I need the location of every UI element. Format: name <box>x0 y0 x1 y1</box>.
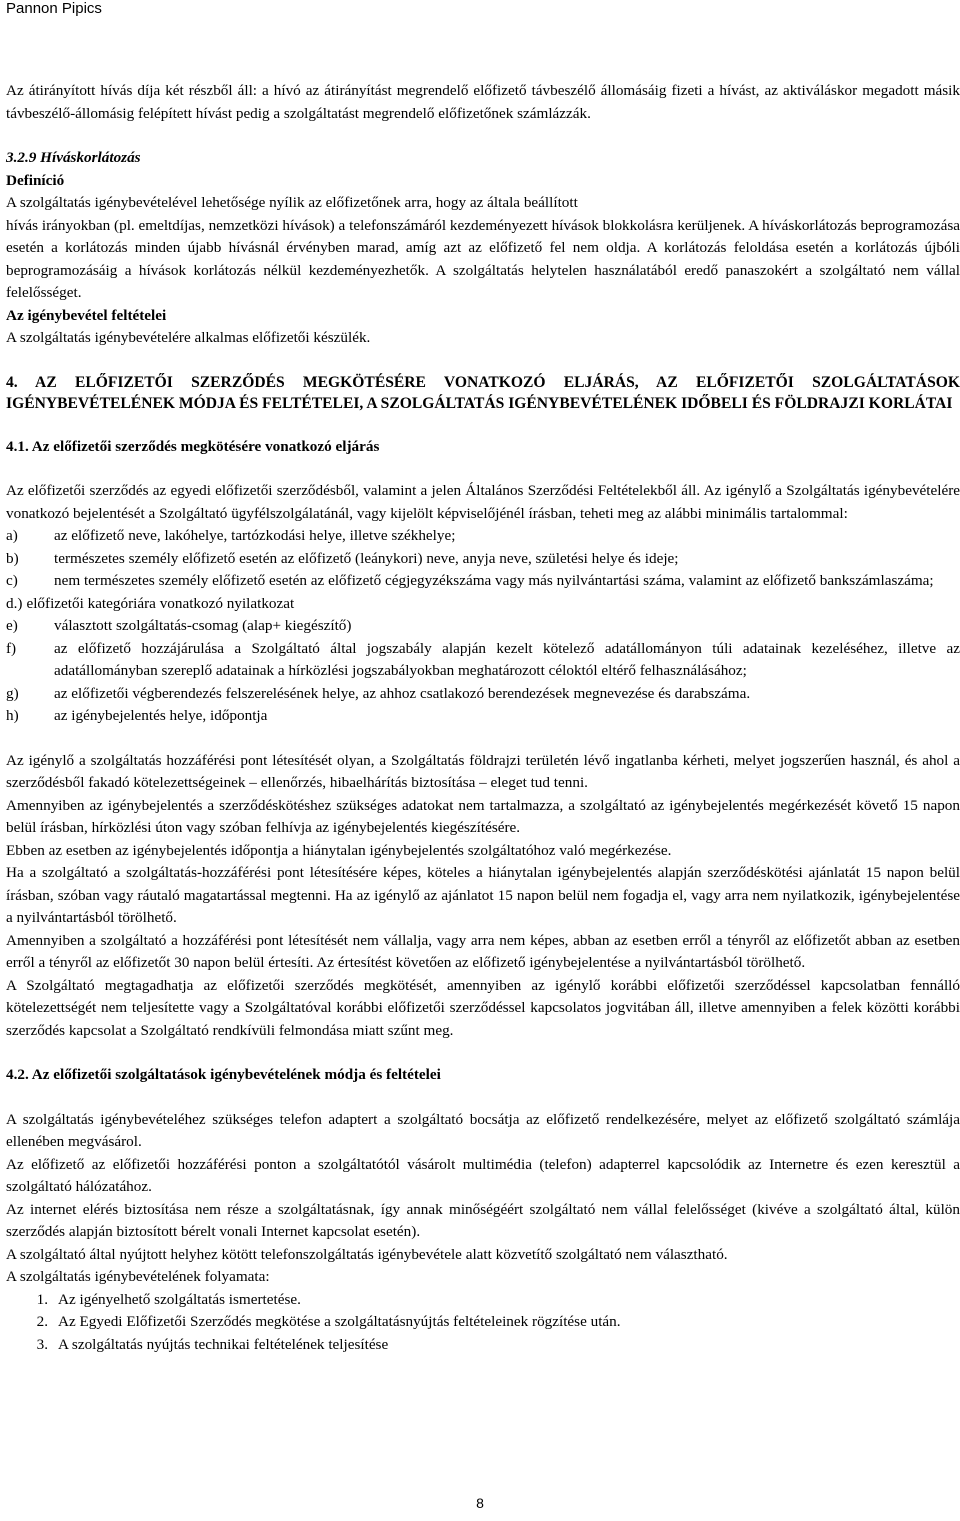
list-item <box>6 525 960 548</box>
list-item-text: Az Egyedi Előfizetői Szerződés megkötése a szolgáltatásnyújtás feltételeinek rögzítése után. <box>58 1313 621 1330</box>
paragraph: A szolgáltatás igénybevételéhez szükséges telefon adaptert a szolgáltató bocsátja az előfizető rendelkezésére, melyet az előfizető szolgáltató számlája ellenében megvásárol. <box>6 1110 960 1150</box>
paragraph: Ebben az esetben az igénybejelentés időpontja a hiánytalan igénybejelentés szolgáltatóhoz való megérkezése. <box>6 841 672 859</box>
chapter-4-heading: 4. AZ ELŐFIZETŐI SZERZŐDÉS MEGKÖTÉSÉRE VONATKOZÓ ELJÁRÁS, AZ ELŐFIZETŐI SZOLGÁLTATÁSOK IGÉNYBEVÉTELÉNEK MÓDJA ÉS FELTÉTELEI, A SZOLGÁLTATÁS IGÉNYBEVÉTELÉNEK IDŐBELI ÉS FÖLDRAJZI KORLÁTAI <box>6 373 960 412</box>
list-item-text: az igénybejelentés helye, időpontja <box>54 707 268 724</box>
definition-line: A szolgáltatás igénybevételével lehetősége nyílik az előfizetőnek arra, hogy az általa beállított <box>6 194 578 211</box>
list-item-text: választott szolgáltatás-csomag (alap+ kiegészítő) <box>54 617 352 634</box>
list-item-label: f) <box>6 639 17 657</box>
list-item-text: A szolgáltatás nyújtás technikai feltételének teljesítése <box>58 1335 389 1353</box>
paragraph: A Szolgáltató megtagadhatja az előfizetői szerződés megkötését, amennyiben az igénylő korábbi előfizetői szerződéssel kapcsolatban fennálló kötelezettségét nem teljesítette vagy a Szolgáltatóval korábbi előfizetői szerződéssel kapcsolatos jogvitában áll, illetve amennyiben a felek közötti korábbi szerződés kapcsolat a Szolgáltató rendkívüli felmondása miatt szűnt meg. <box>6 976 960 1039</box>
section-heading: 4.1. Az előfizetői szerződés megkötésére vonatkozó eljárás <box>6 437 380 455</box>
list-item-text: az előfizető neve, lakóhelye, tartózkodási helye, illetve székhelye; <box>54 527 456 544</box>
list-item-text: nem természetes személy előfizető esetén az előfizető cégjegyzékszáma vagy más nyilvántartási száma, valamint az előfizető bankszámlaszáma; <box>54 572 934 589</box>
list-item-label: h) <box>6 707 19 724</box>
list-item <box>6 1311 960 1334</box>
list-item <box>6 683 960 706</box>
paragraph: Az előfizetői szerződés az egyedi előfizetői szerződésből, valamint a jelen Általános Szerződési Feltételekből áll. Az igénylő a Szolgáltatás igénybevételére vonatkozó bejelentését a Szolgáltató ügyfélszolgálatánál, vagy kijelölt képviselőjénél írásban, teheti meg az alábbi minimális tartalommal: <box>6 482 960 522</box>
list-item-number: 2. <box>36 1313 48 1330</box>
section-heading: 3.2.9 Híváskorlátozás <box>6 149 141 166</box>
list-item-text: az előfizetői végberendezés felszerelésének helye, az ahhoz csatlakozó berendezések megnevezése és darabszáma. <box>54 684 751 702</box>
conditions-text: A szolgáltatás igénybevételére alkalmas előfizetői készülék. <box>6 329 371 346</box>
definition-label: Definíció <box>6 171 65 189</box>
list-item-text: Az igényelhető szolgáltatás ismertetése. <box>58 1290 301 1308</box>
page-header-title: Pannon Pipics <box>6 0 102 17</box>
list-item-number: 3. <box>36 1335 48 1353</box>
intro-paragraph: Az átirányított hívás díja két részből áll: a hívó az átirányítást megrendelő előfizető távbeszélő állomásáig fizeti a hívást, az aktiváláskor megadott másik távbeszélő-állomásig felépített hívást pedig a szolgáltatást megrendelő előfizetőnek számlázzák. <box>6 82 960 122</box>
paragraph: Amennyiben a szolgáltató a hozzáférési pont létesítését nem vállalja, vagy arra nem képes, abban az esetben erről a tényről az előfizetőt abban az esetben erről a tényről az előfizetőt 30 napon belül értesíti. Az értesítést követően az előfizető igénybejelentése a nyilvántartásból törölhető. <box>6 931 960 971</box>
paragraph: A szolgáltatás igénybevételének folyamata: <box>6 1268 270 1285</box>
list-item-text: az előfizető hozzájárulása a Szolgáltató által jogszabály alapján kezelt kötelező adatállományon túli adatainak kezeléséhez, illetve az adatállományban szereplő adatainak a hírközlési jogszabályokban meghatározott céloktól eltérő felhasználásához; <box>54 639 960 679</box>
process-steps-list <box>6 1289 960 1357</box>
paragraph: Az igénylő a szolgáltatás hozzáférési pont létesítését olyan, a Szolgáltatás földrajzi területén lévő ingatlanba kérheti, melyet jogszerűen használ, és ahol a szerződésből fakadó kötelezettségeinek – ellenőrzés, hibaelhárítás biztosítása – eleget tud tenni. <box>6 751 960 791</box>
list-item-number: 1. <box>36 1290 48 1308</box>
definition-text: hívás irányokban (pl. emeltdíjas, nemzetközi hívások) a telefonszámáról kezdeményezett hívások blokkolásra kerüljenek. A híváskorlátozás beprogramozása esetén a korlátozás minden újabb hívásnál érvényben marad, amíg azt az előfizető fel nem oldja. A korlátozás feloldása esetén a korlátozás újbóli beprogramozásáig a hívások korlátozás nélkül kezdeményezhetők. A szolgáltatás helytelen használatából eredő panaszokért a szolgáltató nem vállal felelősséget. <box>6 216 960 301</box>
section-heading: 4.2. Az előfizetői szolgáltatások igénybevételének módja és feltételei <box>6 1066 441 1083</box>
paragraph: A szolgáltató által nyújtott helyhez kötött telefonszolgáltatás igénybevétele alatt közvetítő szolgáltató nem választható. <box>6 1245 728 1263</box>
conditions-label: Az igénybevétel feltételei <box>6 306 167 324</box>
list-item <box>6 638 960 683</box>
paragraph: Az előfizető az előfizetői hozzáférési ponton a szolgáltatótól vásárolt multimédia (telefon) adapterrel kapcsolódik az Internetre és ezen keresztül a szolgáltató hálózatához. <box>6 1155 960 1195</box>
list-item <box>6 1289 960 1312</box>
page-number: 8 <box>476 1495 484 1511</box>
list-item <box>6 593 960 616</box>
list-item <box>6 1334 960 1357</box>
list-item-label: g) <box>6 684 19 702</box>
requirements-list <box>6 525 960 728</box>
paragraph: Az internet elérés biztosítása nem része a szolgáltatásnak, így annak minőségéért szolgáltató nem vállal felelősséget (kivéve a szolgáltató által, külön szerződés alapján biztosított bérelt vonali Internet kapcsolat esetén). <box>6 1200 960 1240</box>
section-3-2-9 <box>6 147 960 350</box>
list-item-label: e) <box>6 617 18 634</box>
section-4-1 <box>6 436 960 1043</box>
list-item-label: c) <box>6 572 18 589</box>
list-item <box>6 615 960 638</box>
list-item <box>6 570 960 593</box>
paragraph: Ha a szolgáltató a szolgáltatás-hozzáférési pont létesítésére képes, köteles a hiánytalan igénybejelentés alapján szerződéskötési ajánlatát 15 napon belül írásban, szóban vagy ráutaló magatartással megtenni. Ha az igénylő az ajánlatot 15 napon belül nem fogadja el, vagy arra nem nyilatkozik, igénybejelentése a nyilvántartásból törölhető. <box>6 864 960 926</box>
document-body <box>6 80 960 1356</box>
list-item-label: b) <box>6 549 19 567</box>
list-item-label: a) <box>6 527 18 544</box>
list-item <box>6 548 960 571</box>
paragraph: Amennyiben az igénybejelentés a szerződéskötéshez szükséges adatokat nem tartalmazza, a szolgáltató az igénybejelentés megérkezését követő 15 napon belül írásban, hírközlési úton vagy szóban felhívja az igénybejelentés kiegészítésére. <box>6 796 960 836</box>
list-item-text: előfizetői kategóriára vonatkozó nyilatkozat <box>26 594 295 612</box>
list-item-label: d.) <box>6 594 23 612</box>
list-item-text: természetes személy előfizető esetén az előfizető (leánykori) neve, anyja neve, születési helye és ideje; <box>54 549 679 567</box>
list-item <box>6 705 960 728</box>
section-4-2 <box>6 1064 960 1356</box>
